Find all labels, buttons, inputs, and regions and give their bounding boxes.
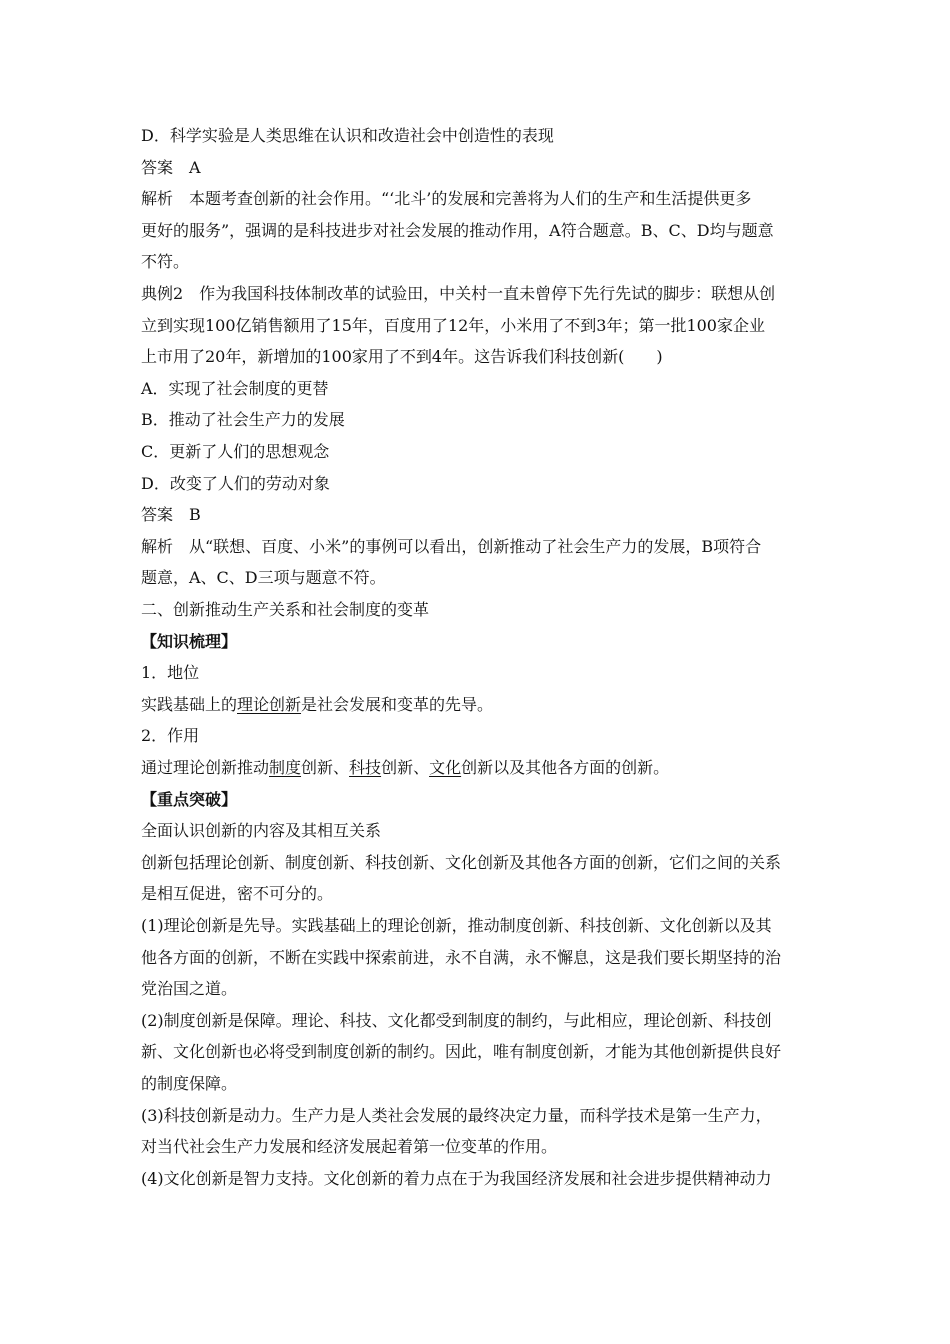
text-run: 创新、 [301, 758, 350, 777]
answer-line: 答案 B [141, 505, 201, 524]
point-body [141, 695, 821, 717]
analysis-line: 不符。 [141, 252, 190, 271]
text-run: 通过理论创新推动 [141, 758, 270, 777]
analysis-line: 解析 从“联想、百度、小米”的事例可以看出，创新推动了社会生产力的发展，B项符合 [141, 537, 762, 556]
underlined-term: 理论创新 [237, 695, 302, 714]
body-line: (4)文化创新是智力支持。文化创新的着力点在于为我国经济发展和社会进步提供精神动力 [141, 1169, 772, 1188]
body-line: (3)科技创新是动力。生产力是人类社会发展的最终决定力量，而科学技术是第一生产力， [141, 1106, 772, 1125]
analysis-line: 题意，A、C、D三项与题意不符。 [141, 568, 386, 587]
body-line: 的制度保障。 [141, 1074, 238, 1093]
example-question-line: 立到实现100亿销售额用了15年，百度用了12年，小米用了不到3年；第一批100家企业 [141, 316, 765, 335]
point-heading: 1．地位 [141, 663, 200, 682]
example-question-line: 典例2 作为我国科技体制改革的试验田，中关村一直未曾停下先行先试的脚步：联想从创 [141, 284, 776, 303]
text-run: 创新、 [381, 758, 430, 777]
underlined-term: 科技 [349, 758, 382, 777]
text-run: 创新以及其他各方面的创新。 [461, 758, 670, 777]
option-c-line: C．更新了人们的思想观念 [141, 442, 330, 461]
underlined-term: 文化 [429, 758, 462, 777]
body-line: 新、文化创新也必将受到制度创新的制约。因此，唯有制度创新，才能为其他创新提供良好 [141, 1042, 782, 1061]
analysis-line: 更好的服务”，强调的是科技进步对社会发展的推动作用，A符合题意。B、C、D均与题意 [141, 221, 774, 240]
body-line: 是相互促进，密不可分的。 [141, 884, 334, 903]
example-question-line: 上市用了20年，新增加的100家用了不到4年。这告诉我们科技创新( ) [141, 347, 663, 366]
body-line: 对当代社会生产力发展和经济发展起着第一位变革的作用。 [141, 1137, 558, 1156]
answer-line: 答案 A [141, 158, 201, 177]
text-run: 实践基础上的 [141, 695, 238, 714]
subsection-heading: 【知识梳理】 [141, 632, 238, 651]
topic-title: 全面认识创新的内容及其相互关系 [141, 821, 382, 840]
body-line: 创新包括理论创新、制度创新、科技创新、文化创新及其他各方面的创新，它们之间的关系 [141, 853, 782, 872]
point-body [141, 758, 821, 780]
body-line: 党治国之道。 [141, 979, 238, 998]
subsection-heading: 【重点突破】 [141, 790, 238, 809]
point-heading: 2．作用 [141, 726, 200, 745]
section-heading: 二、创新推动生产关系和社会制度的变革 [141, 600, 430, 619]
text-run: 是社会发展和变革的先导。 [301, 695, 494, 714]
body-line: (2)制度创新是保障。理论、科技、文化都受到制度的制约，与此相应，理论创新、科技创 [141, 1011, 772, 1030]
option-d-line: D．科学实验是人类思维在认识和改造社会中创造性的表现 [141, 126, 554, 145]
option-b-line: B．推动了社会生产力的发展 [141, 410, 345, 429]
analysis-line: 解析 本题考查创新的社会作用。“‘北斗’的发展和完善将为人们的生产和生活提供更多 [141, 189, 752, 208]
option-d-line: D．改变了人们的劳动对象 [141, 474, 330, 493]
body-line: 他各方面的创新，不断在实践中探索前进，永不自满，永不懈息，这是我们要长期坚持的治 [141, 948, 782, 967]
underlined-term: 制度 [269, 758, 302, 777]
option-a-line: A．实现了社会制度的更替 [141, 379, 329, 398]
body-line: (1)理论创新是先导。实践基础上的理论创新，推动制度创新、科技创新、文化创新以及其 [141, 916, 772, 935]
